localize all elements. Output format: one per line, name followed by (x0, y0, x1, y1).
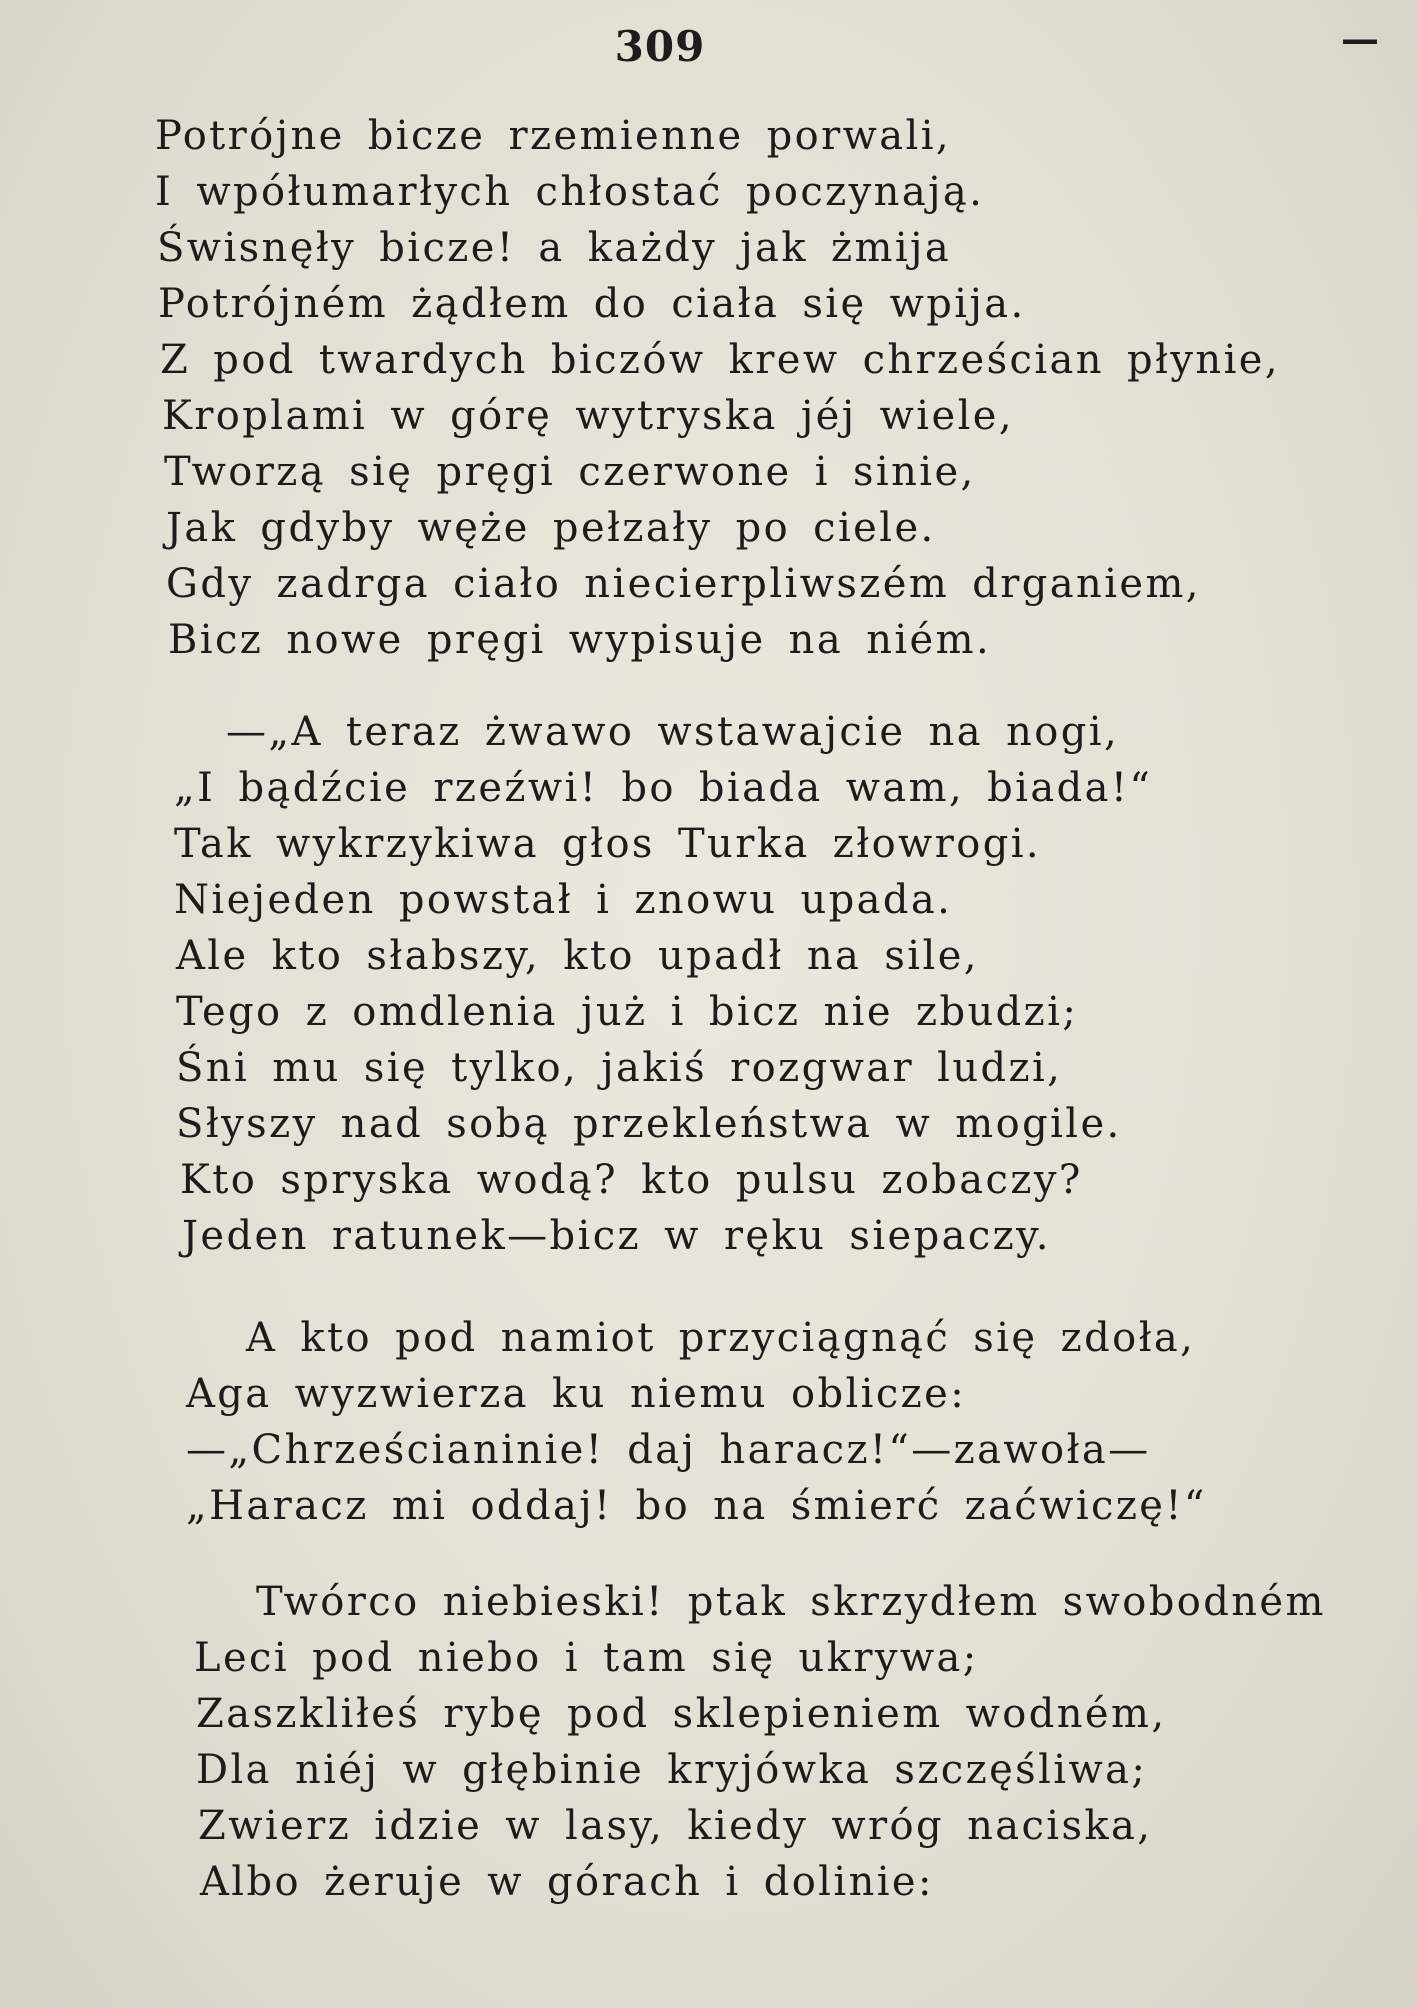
verse-line: Jeden ratunek—bicz w ręku siepaczy. (182, 1213, 1051, 1259)
verse-line: Zaszkliłeś rybę pod sklepieniem wodném, (196, 1691, 1167, 1737)
verse-line: Potrójne bicze rzemienne porwali, (155, 113, 952, 159)
verse-line: Dla niéj w głębinie kryjówka szczęśliwa; (196, 1747, 1148, 1793)
verse-line: Ale kto słabszy, kto upadł na sile, (176, 933, 979, 979)
verse-line: Tworzą się pręgi czerwone i sinie, (164, 449, 976, 495)
verse-line: —„A teraz żwawo wstawajcie na nogi, (226, 709, 1120, 755)
verse-line: Zwierz idzie w lasy, kiedy wróg naciska, (198, 1803, 1153, 1849)
verse-line: Tak wykrzykiwa głos Turka złowrogi. (174, 821, 1042, 867)
verse-line: Aga wyzwierza ku niemu oblicze: (186, 1371, 967, 1417)
verse-line: „I bądźcie rzeźwi! bo biada wam, biada!“ (174, 765, 1153, 811)
verse-line: Kroplami w górę wytryska jéj wiele, (162, 393, 1014, 439)
verse-line: Jak gdyby węże pełzały po ciele. (166, 505, 936, 551)
verse-line: „Haracz mi oddaj! bo na śmierć zaćwiczę!“ (186, 1483, 1207, 1529)
verse-line: I wpółumarłych chłostać poczynają. (155, 169, 985, 215)
corner-mark: — (1341, 16, 1379, 61)
verse-line: Tego z omdlenia już i bicz nie zbudzi; (176, 989, 1079, 1035)
verse-line: Potrójném żądłem do ciała się wpija. (158, 281, 1026, 327)
verse-line: A kto pod namiot przyciągnąć się zdoła, (246, 1315, 1196, 1361)
verse-line: Twórco niebieski! ptak skrzydłem swobodném (256, 1579, 1326, 1625)
verse-line: Niejeden powstał i znowu upada. (174, 877, 953, 923)
verse-line: Słyszy nad sobą przekleństwa w mogile. (176, 1101, 1122, 1147)
verse-line: Kto spryska wodą? kto pulsu zobaczy? (180, 1157, 1083, 1203)
verse-line: Świsnęły bicze! a każdy jak żmija (157, 225, 952, 271)
verse-line: Śni mu się tylko, jakiś rozgwar ludzi, (176, 1045, 1063, 1091)
verse-line: Leci pod niebo i tam się ukrywa; (194, 1635, 979, 1681)
verse-line: —„Chrześcianinie! daj haracz!“—zawoła— (186, 1427, 1151, 1473)
verse-line: Gdy zadrga ciało niecierpliwszém drganiem, (166, 561, 1201, 607)
page-number: 309 (614, 22, 706, 71)
verse-line: Bicz nowe pręgi wypisuje na niém. (168, 617, 992, 663)
verse-line: Albo żeruje w górach i dolinie: (200, 1859, 934, 1905)
verse-line: Z pod twardych biczów krew chrześcian płynie, (160, 337, 1280, 383)
